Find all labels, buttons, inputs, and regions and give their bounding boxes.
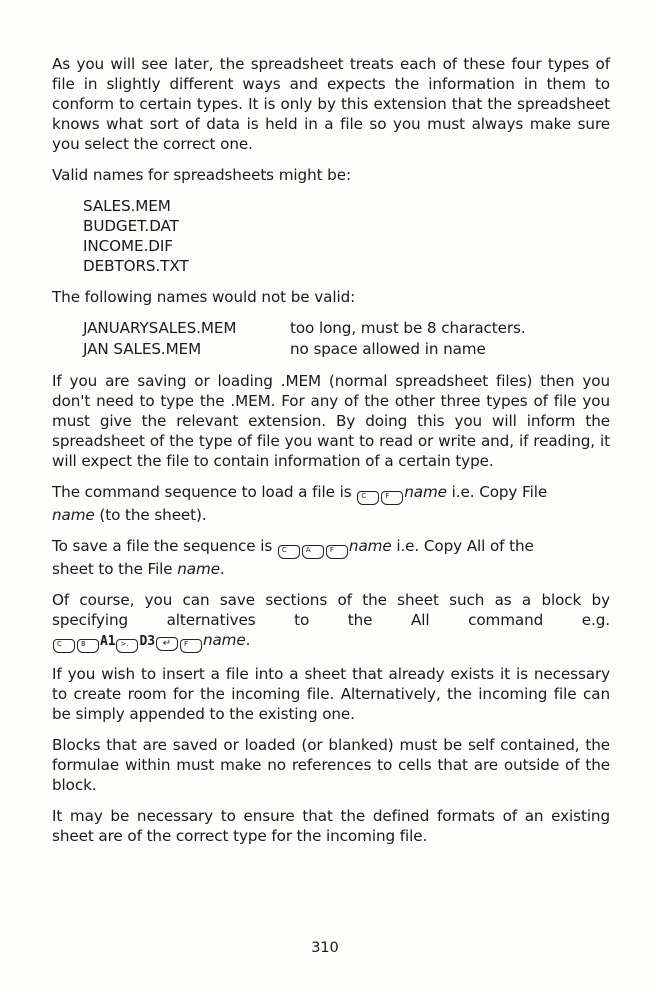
key-f-icon: F (180, 639, 202, 653)
save-line2-end: . (219, 560, 225, 578)
key-a-icon: A (302, 545, 324, 559)
paragraph-file-types: As you will see later, the spreadsheet treats each of these four types of file in slightly different ways and expects the information in them to conform to certain types. It is only by this extension that the spreadsheet knows what sort of data is held in a file so you must always make sure you select the correct one. (52, 55, 610, 153)
key-c-icon: C (278, 545, 300, 559)
paragraph-blocks: Blocks that are saved or loaded (or blanked) must be self contained, the formulae within must make no references to cells that are outside of the block. (52, 736, 610, 794)
save-line2: sheet to the File (52, 560, 178, 578)
invalid-filename: JANUARYSALES.MEM (83, 319, 237, 337)
load-prefix: The command sequence to load a file is (52, 483, 352, 501)
valid-names-list (83, 196, 610, 276)
load-line2: (to the sheet). (94, 506, 207, 524)
list-item: BUDGET.DAT (83, 217, 179, 235)
key-period-icon: >. (116, 639, 138, 653)
name-word: name (404, 483, 447, 501)
table-row (83, 318, 610, 339)
table-row (83, 339, 610, 360)
cell-ref: D3 (139, 634, 155, 649)
paragraph-valid-intro: Valid names for spreadsheets might be: (52, 166, 351, 184)
key-f-icon: F (326, 545, 348, 559)
invalid-reason: too long, must be 8 characters. (290, 319, 526, 337)
name-word: name (348, 537, 392, 555)
invalid-reason: no space allowed in name (290, 340, 486, 358)
block-text: Of course, you can save sections of the sheet such as a block by specifying alternatives to the All command e.g. (52, 591, 610, 629)
save-suffix: i.e. Copy All of the (391, 537, 534, 555)
name-word: name (202, 631, 246, 649)
key-c-icon: C (53, 639, 75, 653)
cell-ref: A1 (100, 634, 116, 649)
paragraph-save-command (52, 536, 610, 579)
key-f-icon: F (381, 491, 403, 505)
list-item: DEBTORS.TXT (83, 257, 189, 275)
page-number: 310 (311, 940, 339, 956)
name-word: name (177, 560, 220, 578)
list-item: SALES.MEM (83, 197, 171, 215)
enter-key-icon: ↵ (156, 637, 178, 651)
paragraph-block-command (52, 590, 610, 653)
paragraph-insert-file: If you wish to insert a file into a sheet that already exists it is necessary to create room for the incoming file. Alternatively, the incoming file can be simply appended to the existing one. (52, 665, 610, 723)
paragraph-extensions: If you are saving or loading .MEM (normal spreadsheet files) then you don't need to type the .MEM. For any of the other three types of file you must give the relevant extension. By doing this you will inform the spreadsheet of the type of file you want to read or write and, if reading, it will expect the file to contain information of a certain type. (52, 372, 610, 470)
block-end: . (245, 631, 251, 649)
name-word: name (52, 506, 95, 524)
paragraph-load-command (52, 482, 610, 525)
key-c-icon: C (357, 491, 379, 505)
invalid-filename: JAN SALES.MEM (83, 340, 202, 358)
key-b-icon: B (77, 639, 99, 653)
load-suffix: i.e. Copy File (446, 483, 548, 501)
paragraph-formats: It may be necessary to ensure that the defined formats of an existing sheet are of the correct type for the incoming file. (52, 807, 610, 845)
list-item: INCOME.DIF (83, 237, 173, 255)
invalid-names-table (83, 318, 610, 360)
save-prefix: To save a file the sequence is (52, 537, 273, 555)
paragraph-invalid-intro: The following names would not be valid: (52, 288, 356, 306)
